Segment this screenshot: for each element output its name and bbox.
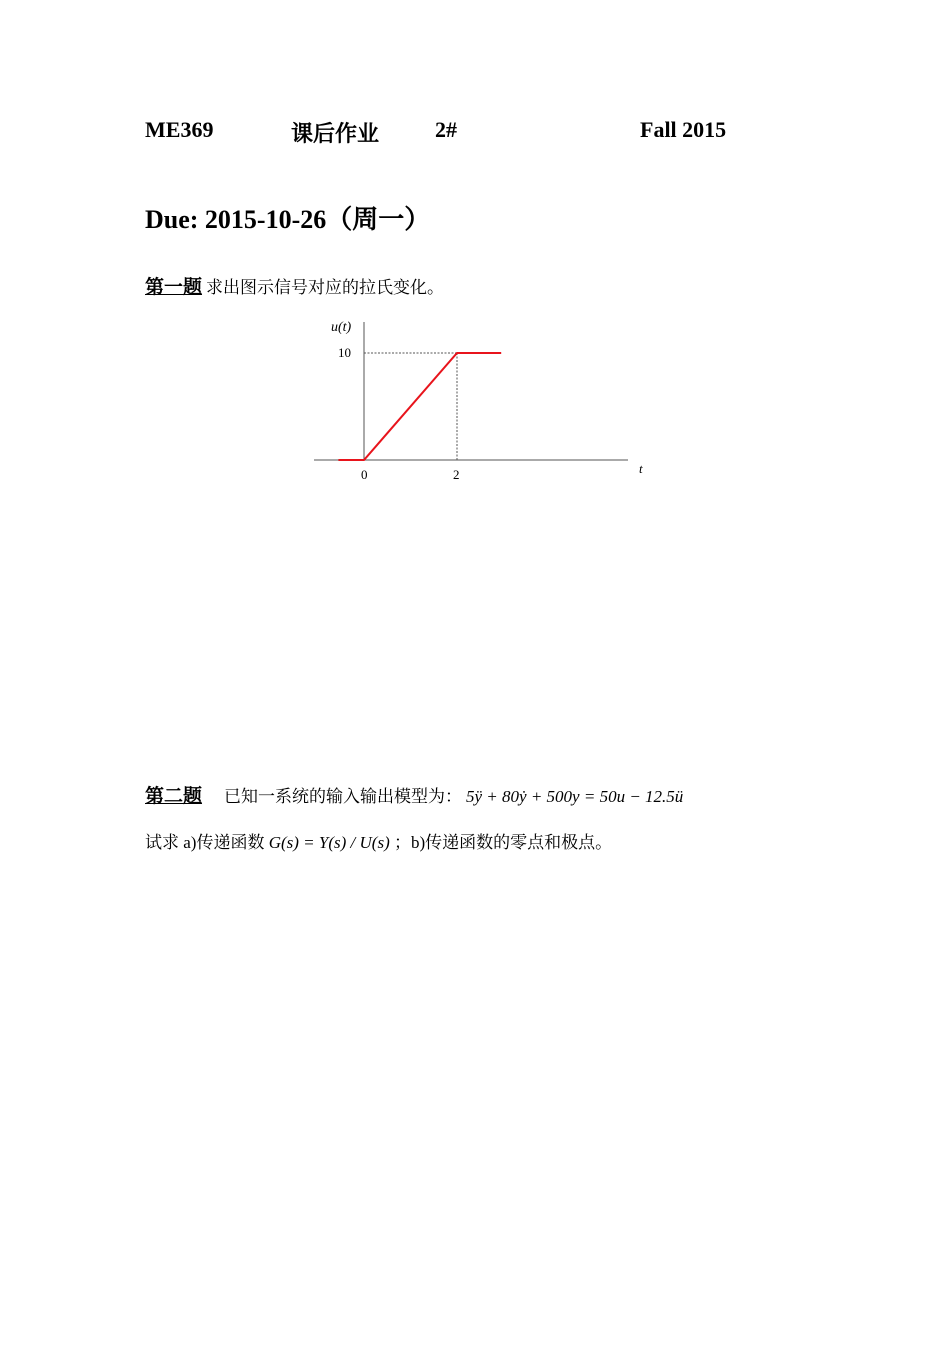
course-code: ME369	[145, 117, 214, 142]
transfer-function: G(s) = Y(s) / U(s)	[268, 833, 390, 852]
question-2-label: 第二题	[145, 786, 203, 807]
y-tick-label: 10	[338, 345, 351, 360]
subtask-suffix: ；b)传递函数的零点和极点。	[394, 833, 613, 852]
y-axis-label: u(t)	[331, 320, 352, 335]
question-1-label: 第一题	[145, 277, 203, 298]
question-2-text: 已知一系统的输入输出模型为：	[224, 787, 463, 806]
assignment-number: 2#	[435, 117, 457, 142]
assignment-title: 课后作业	[291, 121, 380, 146]
question-1	[145, 272, 444, 299]
question-2-subtasks	[145, 828, 612, 853]
subtask-prefix: 试求 a)传递函数	[145, 833, 265, 852]
question-2-equation: 5ÿ + 80ẏ + 500y = 50u − 12.5ü	[466, 787, 684, 806]
term-label: Fall 2015	[640, 117, 727, 142]
signal-line	[338, 353, 501, 460]
due-date: Due: 2015-10-26（周一）	[145, 205, 431, 234]
x-tick-label-0: 0	[361, 467, 368, 482]
question-2	[145, 781, 683, 808]
x-axis-label: t	[639, 461, 643, 476]
question-1-text: 求出图示信号对应的拉氏变化。	[206, 278, 445, 297]
x-tick-label-2: 2	[453, 467, 460, 482]
signal-chart	[300, 312, 650, 487]
